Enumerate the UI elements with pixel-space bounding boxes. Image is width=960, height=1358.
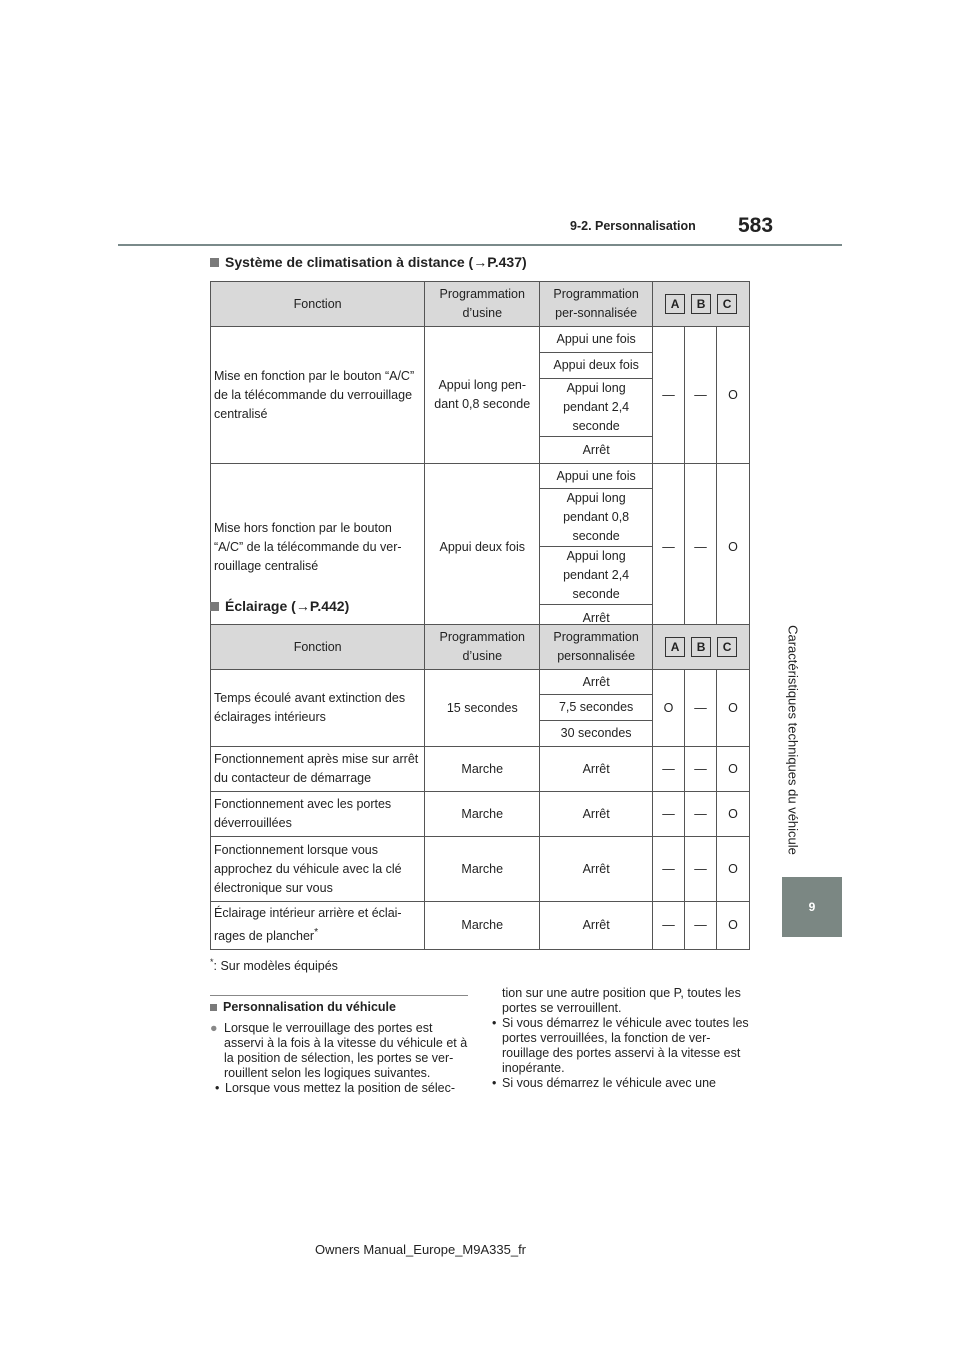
option-cell: 7,5 secondes <box>540 695 653 721</box>
option-cell: Appui long pendant 2,4 seconde <box>540 379 653 437</box>
usine-cell: Marche <box>425 902 540 950</box>
option-cell: Appui long pendant 2,4 seconde <box>540 547 653 605</box>
option-cell: Arrêt <box>540 605 653 632</box>
square-bullet-icon <box>210 1004 217 1011</box>
notes-title: Personnalisation du véhicule <box>210 1000 468 1015</box>
a-cell: — <box>653 327 685 464</box>
notes-rule <box>210 995 468 996</box>
section-header: 9-2. Personnalisation <box>570 219 696 233</box>
footer-text: Owners Manual_Europe_M9A335_fr <box>315 1242 527 1257</box>
a-cell: O <box>653 670 685 747</box>
col-perso: Programmation per-sonnalisée <box>540 282 653 327</box>
col-perso: Programmation personnalisée <box>540 625 653 670</box>
fonction-cell: Temps écoulé avant extinction des éclairages intérieurs <box>211 670 425 747</box>
list-item: • Lorsque vous mettez la position de sélec- <box>215 1081 455 1095</box>
c-cell: O <box>717 747 750 792</box>
fonction-cell: Mise hors fonction par le bouton “A/C” de la télécommande du ver-rouillage centralisé <box>211 464 425 632</box>
col-usine: Programmation d’usine <box>425 282 540 327</box>
footnote: *: Sur modèles équipés <box>210 957 338 974</box>
icon-b: B <box>691 294 711 314</box>
fonction-cell: Éclairage intérieur arrière et éclai-rages de plancher* <box>211 902 425 950</box>
c-cell: O <box>717 464 750 632</box>
option-cell: Appui une fois <box>540 464 653 489</box>
fonction-cell: Fonctionnement lorsque vous approchez du véhicule avec la clé électronique sur vous <box>211 837 425 902</box>
section2-title: Éclairage (→P.442) <box>210 598 349 614</box>
col-fonction: Fonction <box>211 282 425 327</box>
usine-cell: Appui deux fois <box>425 464 540 632</box>
usine-cell: 15 secondes <box>425 670 540 747</box>
option-cell: Arrêt <box>540 437 653 464</box>
perso-cell: Arrêt <box>540 902 653 950</box>
option-cell: Appui deux fois <box>540 353 653 379</box>
list-item: ● Lorsque le verrouillage des portes est asservi à la fois à la vitesse du véhicule et à la position de sélection, les portes se ver-rouillent selon les logiques suivantes. <box>210 1021 468 1080</box>
b-cell: — <box>685 747 717 792</box>
a-cell: — <box>653 747 685 792</box>
c-cell: O <box>717 902 750 950</box>
b-cell: — <box>685 670 717 747</box>
usine-cell: Appui long pen-dant 0,8 seconde <box>425 327 540 464</box>
usine-cell: Marche <box>425 792 540 837</box>
list-item-continuation: tion sur une autre position que P, toutes les portes se verrouillent. <box>502 986 741 1015</box>
side-tab <box>782 615 804 865</box>
perso-cell: Arrêt <box>540 747 653 792</box>
c-cell: O <box>717 670 750 747</box>
side-tab-label: Caractéristiques techniques du véhicule <box>785 625 801 855</box>
a-cell: — <box>653 902 685 950</box>
c-cell: O <box>717 327 750 464</box>
perso-cell: Arrêt <box>540 792 653 837</box>
option-cell: Arrêt <box>540 670 653 695</box>
circle-bullet-icon: ● <box>210 1021 218 1035</box>
fonction-cell: Fonctionnement avec les portes déverrouillées <box>211 792 425 837</box>
notes-right-column <box>492 986 750 1091</box>
icon-a: A <box>665 294 685 314</box>
footnote-mark: * <box>314 927 319 939</box>
page-number: 583 <box>738 214 774 237</box>
b-cell: — <box>685 792 717 837</box>
b-cell: — <box>685 902 717 950</box>
icon-a: A <box>665 637 685 657</box>
fonction-cell: Fonctionnement après mise sur arrêt du contacteur de démarrage <box>211 747 425 792</box>
a-cell: — <box>653 464 685 632</box>
square-bullet-icon <box>210 258 219 267</box>
icon-c: C <box>717 294 737 314</box>
usine-cell: Marche <box>425 747 540 792</box>
chapter-box: 9 <box>782 877 842 937</box>
list-item: • Si vous démarrez le véhicule avec toutes les portes verrouillées, la fonction de ver-rouillage des portes asservi à la vitesse est inopérante. <box>492 1016 749 1075</box>
lighting-table <box>210 624 750 950</box>
a-cell: — <box>653 837 685 902</box>
climate-table <box>210 281 750 632</box>
a-cell: — <box>653 792 685 837</box>
usine-cell: Marche <box>425 837 540 902</box>
fonction-cell: Mise en fonction par le bouton “A/C” de la télécommande du verrouillage centralisé <box>211 327 425 464</box>
option-cell: 30 secondes <box>540 721 653 747</box>
col-abc <box>653 282 750 327</box>
icon-c: C <box>717 637 737 657</box>
option-cell: Appui long pendant 0,8 seconde <box>540 489 653 547</box>
col-usine: Programmation d’usine <box>425 625 540 670</box>
b-cell: — <box>685 837 717 902</box>
b-cell: — <box>685 464 717 632</box>
list-item: • Si vous démarrez le véhicule avec une <box>492 1076 717 1090</box>
c-cell: O <box>717 792 750 837</box>
header-rule <box>118 244 842 246</box>
section1-title: Système de climatisation à distance (→P.437) <box>210 254 527 270</box>
col-fonction: Fonction <box>211 625 425 670</box>
option-cell: Appui une fois <box>540 327 653 353</box>
b-cell: — <box>685 327 717 464</box>
icon-b: B <box>691 637 711 657</box>
perso-cell: Arrêt <box>540 837 653 902</box>
notes-left-column <box>210 1000 468 1096</box>
square-bullet-icon <box>210 602 219 611</box>
c-cell: O <box>717 837 750 902</box>
col-abc <box>653 625 750 670</box>
